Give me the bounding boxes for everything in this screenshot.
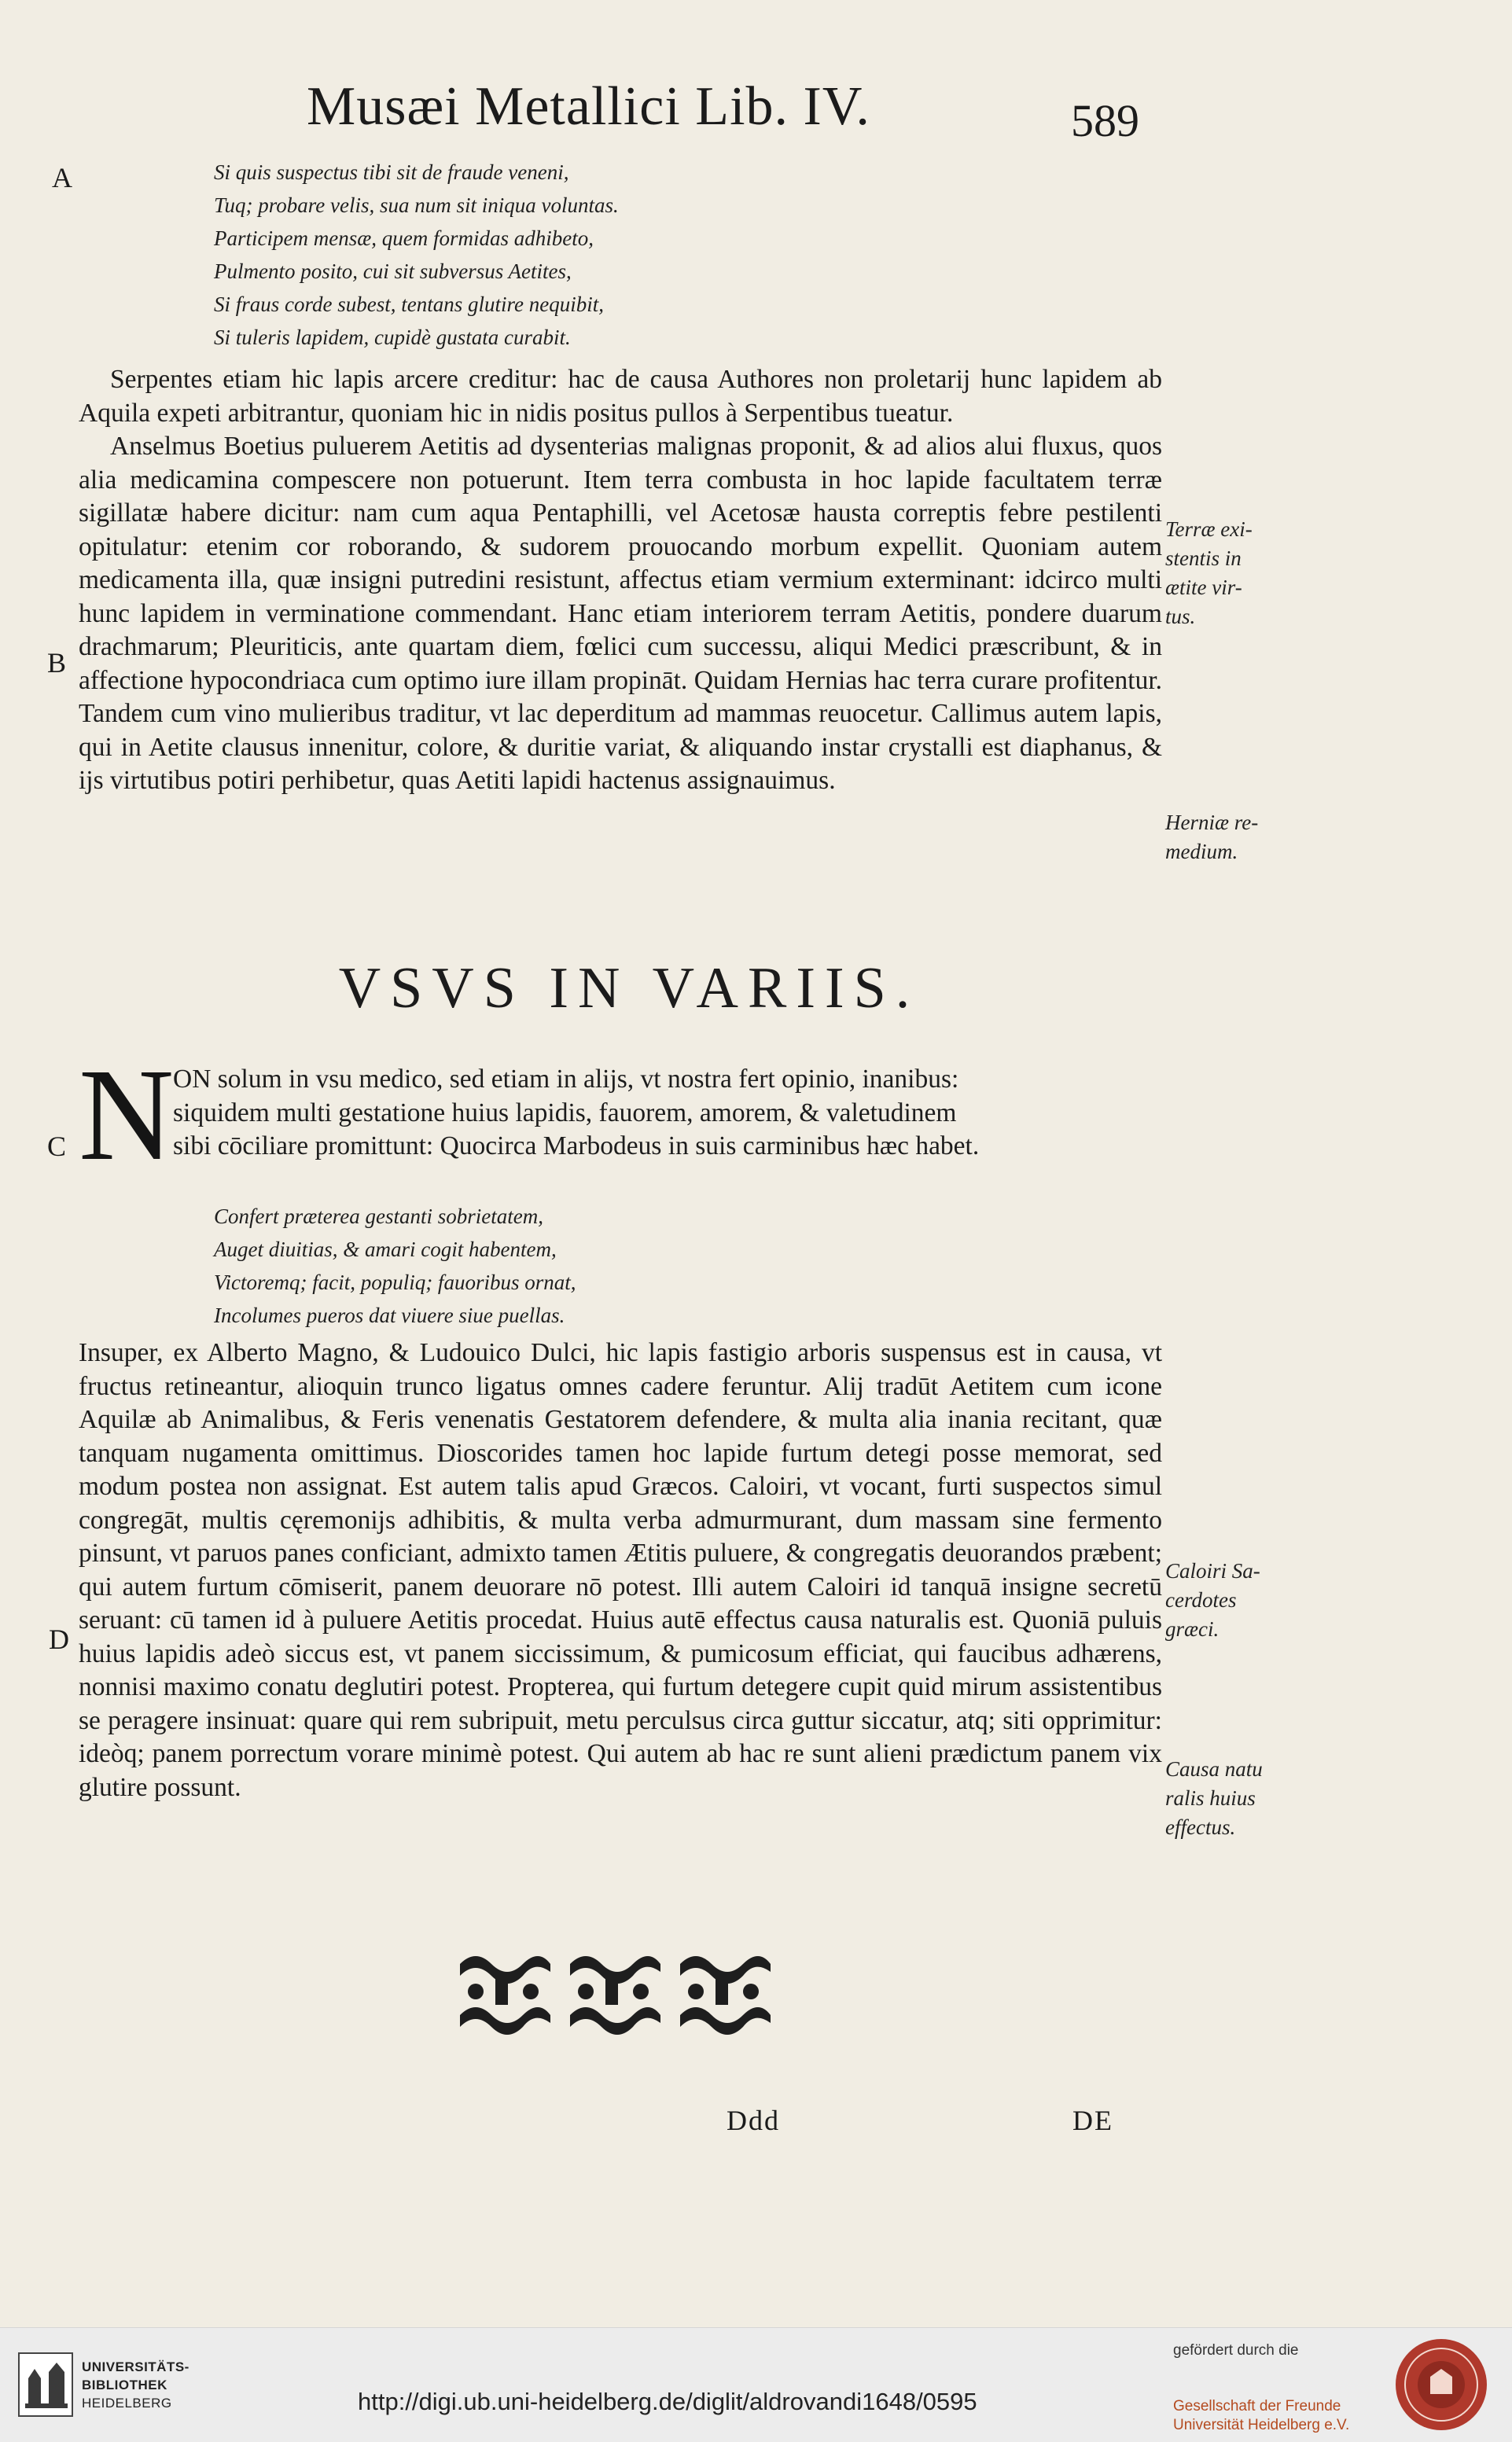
paragraph-usus-intro [173, 1063, 1162, 1164]
side-note-causa: Causa natu ralis huius effectus. [1165, 1757, 1263, 1839]
viewer-footer-bar [0, 2327, 1512, 2442]
verse-line: Participem mensæ, quem formidas adhibeto, [214, 226, 594, 250]
verse-line: Si fraus corde subest, tentans glutire nequibit, [214, 292, 604, 316]
verse-line: Si quis suspectus tibi sit de fraude veneni, [214, 160, 569, 184]
margin-letter-c: C [47, 1131, 67, 1162]
permalink-url[interactable]: http://digi.ub.uni-heidelberg.de/diglit/aldrovandi1648/0595 [358, 2388, 977, 2415]
text-line: ON solum in vsu medico, sed etiam in alijs, vt nostra fert opinio, inanibus: [173, 1065, 959, 1094]
ub-logo-text: UNIVERSITÄTS- BIBLIOTHEK HEIDELBERG [82, 2359, 189, 2411]
paragraph-serpentes: Serpentes etiam hic lapis arcere creditur: hac de causa Authores non proletarij hunc lapidem ab Aquila expeti arbitrantur, quoniam hic in nidis positus pullos à Serpentibus tueatur. [79, 365, 1162, 428]
verse-line: Pulmento posito, cui sit subversus Aetites, [214, 259, 572, 283]
drop-cap-letter: N [79, 1042, 175, 1188]
side-note-caloiri: Caloiri Sa- cerdotes græci. [1165, 1559, 1260, 1641]
text-line: siquidem multi gestatione huius lapidis, fauorem, amorem, & valetudinem [173, 1098, 957, 1127]
page-number: 589 [1071, 95, 1139, 146]
funded-by-label: gefördert durch die [1173, 2342, 1299, 2359]
body-text-bottom [79, 1337, 1162, 1804]
margin-letter-d: D [49, 1624, 69, 1655]
margin-letter-b: B [47, 647, 67, 679]
verse-line: Victoremq; facit, populiq; fauoribus ornat, [214, 1271, 576, 1294]
side-note-herniae: Herniæ re- medium. [1165, 811, 1259, 863]
margin-letter-a: A [52, 162, 72, 193]
verse-line: Si tuleris lapidem, cupidè gustata curabit. [214, 325, 571, 349]
catchword: DE [1072, 2105, 1113, 2136]
verse-line: Incolumes pueros dat viuere siue puellas. [214, 1304, 565, 1327]
verse-line: Auget diuitias, & amari cogit habentem, [214, 1238, 557, 1261]
printers-ornament [452, 1948, 774, 2038]
seal-icon [1392, 2336, 1490, 2433]
verse-block-1 [214, 156, 619, 354]
running-title: Musæi Metallici Lib. IV. [307, 76, 870, 137]
body-text-top [79, 363, 1162, 798]
section-heading: VSVS IN VARIIS. [338, 956, 920, 1021]
university-seal [1392, 2336, 1490, 2437]
verse-block-2 [214, 1200, 576, 1332]
verse-line: Tuq; probare velis, sua num sit iniqua voluntas. [214, 193, 619, 217]
side-note-terrae: Terræ exi- stentis in ætite vir- tus. [1165, 517, 1253, 628]
society-name[interactable]: Gesellschaft der Freunde Universität Heidelberg e.V. [1173, 2398, 1350, 2433]
ub-logo-icon [17, 2352, 74, 2418]
ub-heidelberg-logo[interactable] [17, 2352, 74, 2422]
signature-mark: Ddd [727, 2105, 780, 2136]
verse-line: Confert præterea gestanti sobrietatem, [214, 1204, 543, 1228]
paragraph-anselmus: Anselmus Boetius puluerem Aetitis ad dysenterias malignas proponit, & ad alios alui fluxus, quos alia medicamina compescere non potuerunt. Item terra combusta in hoc lapide facultatem terræ sigillatæ habere dicitur: nam cum aqua Pentaphilli, vel Acetosæ hausta correptis febre pestilenti opitulatur: etenim cor roborando, & sudorem prouocando morbum expellit. Quoniam autem medicamenta illa, quæ insigni putredini resistunt, affectus etiam vermium exterminant: idcirco multi hunc lapidem in verminatione commendant. Hanc etiam interiorem terram Aetitis, pondere duarum drachmarum; Pleuriticis, ante quartam diem, fœlici cum successu, aliqui Medici præscribunt, & in affectione hypocondriaca cum optimo iure illam propināt. Quidam Hernias hac terra curare profitentur. Tandem cum vino mulieribus traditur, vt lac deperditum ad mammas reuocetur. Callimus autem lapis, qui in Aetite clausus innenitur, colore, & duritie variat, & aliquando instar crystalli est diaphanus, & ijs virtutibus potiri perhibetur, quas Aetiti lapidi hactenus assignauimus. [79, 432, 1162, 795]
text-line: sibi cōciliare promittunt: Quocirca Marbodeus in suis carminibus hæc habet. [173, 1131, 980, 1160]
ornament-icon [452, 1948, 774, 2035]
paragraph-insuper: Insuper, ex Alberto Magno, & Ludouico Dulci, hic lapis fastigio arboris suspensus est in causa, vt fructus retineantur, alioquin trunco ligatus omnes cadere feruntur. Alij tradūt Aetitem cum icone Aquilæ ab Animalibus, & Feris venenatis Gestatorem defendere, & multa alia inania recitant, quæ tanquam nugamenta omittimus. Dioscorides tamen hoc lapide furtum detegi posse memorat, sed modum postea non assignat. Est autem talis apud Græcos. Caloiri, vt vocant, furti suspectos simul congregāt, multis cęremonijs adhibitis, & multa verba admurmurant, dum massam sine fermento pinsunt, vt paruos panes conficiant, admixto tamen Ætitis puluere, & congregatis deuorandos præbent; qui autem furtum cōmiserit, panem deuorare nō potest. Illi autem Caloiri id tanquā insigne secretū seruant: cū tamen id à puluere Aetitis procedat. Huius autē effectus causa naturalis est. Quoniā puluis huius lapidis adeò siccus est, vt panem siccissimum, & pumicosum efficiat, qui faucibus adhærens, nonnisi maximo conatu deglutiri potest. Propterea, qui furtum detegere cupit quid mirum assistentibus se peragere insinuat: quare qui rem subripuit, metu perculsus circa guttur siccatur, atq; siti opprimitur: ideòq; panem porrectum vorare minimè potest. Qui autem ab hac re sunt alieni prædictum panem vix glutire possunt. [79, 1338, 1162, 1802]
